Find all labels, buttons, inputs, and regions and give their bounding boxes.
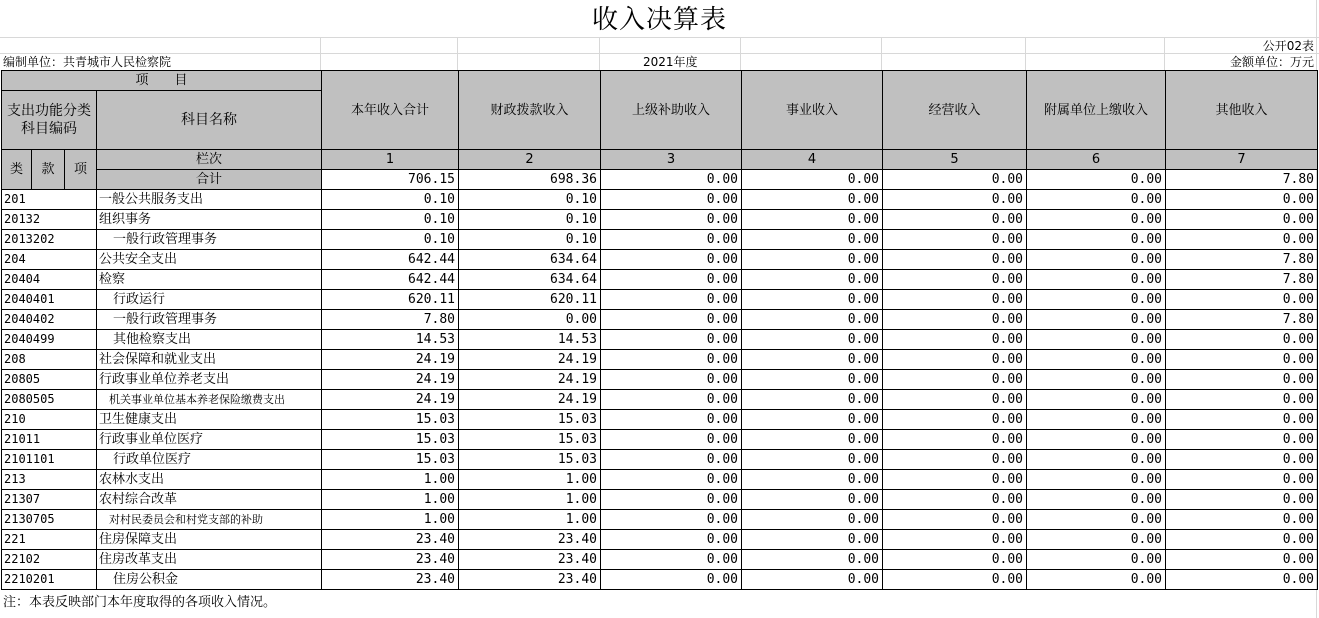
amount-cell: 0.00 bbox=[742, 510, 883, 530]
amount-cell: 0.00 bbox=[1166, 390, 1318, 410]
amount-cell: 24.19 bbox=[322, 350, 459, 370]
col-header-3: 上级补助收入 bbox=[601, 71, 742, 150]
subject-name-header: 科目名称 bbox=[97, 91, 322, 150]
amount-cell: 0.00 bbox=[1166, 530, 1318, 550]
amount-cell: 0.00 bbox=[1027, 290, 1166, 310]
amount-cell: 0.00 bbox=[601, 270, 742, 290]
amount-cell: 0.00 bbox=[883, 210, 1027, 230]
amount-cell: 1.00 bbox=[322, 490, 459, 510]
subject-name: 行政事业单位医疗 bbox=[97, 430, 322, 450]
amount-cell: 620.11 bbox=[459, 290, 601, 310]
amount-cell: 0.00 bbox=[883, 190, 1027, 210]
amount-cell: 0.00 bbox=[1027, 430, 1166, 450]
amount-cell: 0.10 bbox=[459, 210, 601, 230]
table-row bbox=[2, 230, 1318, 250]
amount-cell: 0.00 bbox=[1027, 370, 1166, 390]
amount-cell: 15.03 bbox=[322, 410, 459, 430]
fiscal-year: 2021年度 bbox=[643, 55, 698, 69]
subject-code: 21307 bbox=[2, 490, 97, 510]
amount-cell: 0.00 bbox=[742, 270, 883, 290]
report-title: 收入决算表 bbox=[591, 5, 727, 35]
amount-cell: 0.00 bbox=[1027, 450, 1166, 470]
subject-code: 221 bbox=[2, 530, 97, 550]
table-row bbox=[2, 390, 1318, 410]
amount-cell: 23.40 bbox=[459, 570, 601, 590]
table-row bbox=[2, 510, 1318, 530]
amount-cell: 0.00 bbox=[742, 250, 883, 270]
col-header-4: 事业收入 bbox=[742, 71, 883, 150]
subject-code: 2210201 bbox=[2, 570, 97, 590]
subject-name: 机关事业单位基本养老保险缴费支出 bbox=[97, 390, 322, 410]
amount-cell: 0.00 bbox=[742, 430, 883, 450]
table-row bbox=[2, 450, 1318, 470]
amount-cell: 7.80 bbox=[1166, 310, 1318, 330]
amount-cell: 0.00 bbox=[742, 190, 883, 210]
col-number-5: 5 bbox=[883, 150, 1027, 170]
kuan-header: 款 bbox=[32, 150, 65, 190]
amount-cell: 0.00 bbox=[742, 330, 883, 350]
table-row bbox=[2, 530, 1318, 550]
subject-code: 213 bbox=[2, 470, 97, 490]
column-order-label: 栏次 bbox=[97, 150, 322, 170]
amount-cell: 24.19 bbox=[322, 390, 459, 410]
subject-name: 对村民委员会和村党支部的补助 bbox=[97, 510, 322, 530]
amount-cell: 0.00 bbox=[1166, 190, 1318, 210]
amount-cell: 0.00 bbox=[1027, 510, 1166, 530]
amount-cell: 0.10 bbox=[322, 230, 459, 250]
form-number: 公开02表 bbox=[1262, 39, 1314, 53]
amount-cell: 23.40 bbox=[459, 530, 601, 550]
gridline bbox=[881, 37, 882, 70]
amount-cell: 0.00 bbox=[601, 210, 742, 230]
amount-cell: 0.00 bbox=[883, 490, 1027, 510]
subject-name: 农村综合改革 bbox=[97, 490, 322, 510]
amount-cell: 0.10 bbox=[459, 230, 601, 250]
amount-cell: 15.03 bbox=[459, 430, 601, 450]
subject-code: 2040402 bbox=[2, 310, 97, 330]
amount-cell: 0.00 bbox=[742, 550, 883, 570]
amount-cell: 0.00 bbox=[601, 330, 742, 350]
amount-cell: 0.00 bbox=[742, 490, 883, 510]
table-row bbox=[2, 370, 1318, 390]
gridline bbox=[457, 37, 458, 70]
amount-cell: 620.11 bbox=[322, 290, 459, 310]
amount-cell: 0.00 bbox=[1166, 410, 1318, 430]
reporting-unit: 编制单位：共青城市人民检察院 bbox=[3, 55, 172, 69]
subject-name: 行政运行 bbox=[97, 290, 322, 310]
code-group-header bbox=[2, 91, 97, 150]
amount-cell: 0.00 bbox=[1027, 390, 1166, 410]
amount-cell: 0.00 bbox=[1027, 350, 1166, 370]
col-header-6: 附属单位上缴收入 bbox=[1027, 71, 1166, 150]
amount-cell: 0.00 bbox=[601, 510, 742, 530]
total-label: 合计 bbox=[97, 170, 322, 190]
gridline bbox=[1025, 37, 1026, 70]
code-group-label: 支出功能分类科目编码 bbox=[7, 103, 91, 137]
subject-code: 201 bbox=[2, 190, 97, 210]
amount-cell: 0.00 bbox=[1027, 190, 1166, 210]
table-row bbox=[2, 410, 1318, 430]
amount-cell: 0.00 bbox=[1027, 530, 1166, 550]
amount-cell: 1.00 bbox=[322, 510, 459, 530]
amount-cell: 0.00 bbox=[883, 350, 1027, 370]
table-row bbox=[2, 550, 1318, 570]
subject-code: 22102 bbox=[2, 550, 97, 570]
amount-cell: 642.44 bbox=[322, 270, 459, 290]
subject-code: 2040499 bbox=[2, 330, 97, 350]
col-number-2: 2 bbox=[459, 150, 601, 170]
amount-cell: 0.00 bbox=[1027, 570, 1166, 590]
amount-cell: 23.40 bbox=[322, 530, 459, 550]
money-unit: 金额单位：万元 bbox=[1229, 55, 1314, 69]
amount-cell: 0.00 bbox=[1166, 370, 1318, 390]
amount-cell: 0.00 bbox=[883, 330, 1027, 350]
amount-cell: 15.03 bbox=[322, 450, 459, 470]
subject-code: 21011 bbox=[2, 430, 97, 450]
amount-cell: 0.00 bbox=[601, 430, 742, 450]
amount-cell: 0.00 bbox=[1166, 350, 1318, 370]
amount-cell: 0.00 bbox=[601, 310, 742, 330]
amount-cell: 0.00 bbox=[742, 370, 883, 390]
amount-cell: 0.00 bbox=[883, 290, 1027, 310]
amount-cell: 0.00 bbox=[601, 350, 742, 370]
amount-cell: 0.00 bbox=[742, 290, 883, 310]
subject-code: 20805 bbox=[2, 370, 97, 390]
amount-cell: 0.00 bbox=[1027, 330, 1166, 350]
table-row bbox=[2, 570, 1318, 590]
amount-cell: 7.80 bbox=[322, 310, 459, 330]
subject-name: 其他检察支出 bbox=[97, 330, 322, 350]
amount-cell: 0.00 bbox=[601, 190, 742, 210]
total-cell: 706.15 bbox=[322, 170, 459, 190]
amount-cell: 0.00 bbox=[601, 490, 742, 510]
total-cell: 0.00 bbox=[742, 170, 883, 190]
amount-cell: 0.00 bbox=[601, 570, 742, 590]
subject-code: 20404 bbox=[2, 270, 97, 290]
amount-cell: 0.00 bbox=[883, 570, 1027, 590]
amount-cell: 15.03 bbox=[322, 430, 459, 450]
amount-cell: 1.00 bbox=[322, 470, 459, 490]
amount-cell: 0.00 bbox=[1027, 410, 1166, 430]
amount-cell: 0.00 bbox=[883, 230, 1027, 250]
subject-name: 卫生健康支出 bbox=[97, 410, 322, 430]
amount-cell: 23.40 bbox=[322, 570, 459, 590]
amount-cell: 642.44 bbox=[322, 250, 459, 270]
amount-cell: 0.00 bbox=[742, 230, 883, 250]
amount-cell: 23.40 bbox=[322, 550, 459, 570]
gridline bbox=[320, 37, 321, 70]
amount-cell: 0.00 bbox=[883, 550, 1027, 570]
amount-cell: 0.00 bbox=[601, 390, 742, 410]
subject-code: 210 bbox=[2, 410, 97, 430]
subject-name: 社会保障和就业支出 bbox=[97, 350, 322, 370]
subject-name: 住房保障支出 bbox=[97, 530, 322, 550]
col-number-7: 7 bbox=[1166, 150, 1318, 170]
subject-code: 20132 bbox=[2, 210, 97, 230]
amount-cell: 1.00 bbox=[459, 470, 601, 490]
amount-cell: 24.19 bbox=[459, 350, 601, 370]
amount-cell: 0.00 bbox=[742, 530, 883, 550]
total-cell: 698.36 bbox=[459, 170, 601, 190]
amount-cell: 0.00 bbox=[601, 530, 742, 550]
table-row bbox=[2, 190, 1318, 210]
amount-cell: 0.00 bbox=[1027, 490, 1166, 510]
table-row bbox=[2, 250, 1318, 270]
subject-name: 一般公共服务支出 bbox=[97, 190, 322, 210]
income-table bbox=[1, 70, 1318, 590]
amount-cell: 0.00 bbox=[601, 470, 742, 490]
amount-cell: 1.00 bbox=[459, 510, 601, 530]
col-header-7: 其他收入 bbox=[1166, 71, 1318, 150]
amount-cell: 15.03 bbox=[459, 410, 601, 430]
amount-cell: 0.00 bbox=[742, 210, 883, 230]
amount-cell: 0.00 bbox=[1027, 230, 1166, 250]
amount-cell: 0.00 bbox=[742, 570, 883, 590]
amount-cell: 0.00 bbox=[883, 310, 1027, 330]
subject-name: 组织事务 bbox=[97, 210, 322, 230]
total-cell: 7.80 bbox=[1166, 170, 1318, 190]
amount-cell: 0.00 bbox=[601, 410, 742, 430]
col-header-1: 本年收入合计 bbox=[322, 71, 459, 150]
table-row bbox=[2, 310, 1318, 330]
subject-code: 208 bbox=[2, 350, 97, 370]
amount-cell: 0.00 bbox=[1027, 310, 1166, 330]
amount-cell: 0.00 bbox=[601, 370, 742, 390]
gridline bbox=[1164, 37, 1165, 70]
amount-cell: 0.00 bbox=[883, 370, 1027, 390]
item-header: 项 目 bbox=[2, 71, 322, 91]
gridline bbox=[740, 37, 741, 70]
amount-cell: 0.00 bbox=[601, 550, 742, 570]
amount-cell: 0.00 bbox=[883, 450, 1027, 470]
amount-cell: 24.19 bbox=[459, 390, 601, 410]
amount-cell: 0.00 bbox=[883, 530, 1027, 550]
amount-cell: 0.00 bbox=[1166, 490, 1318, 510]
amount-cell: 634.64 bbox=[459, 250, 601, 270]
subject-name: 行政事业单位养老支出 bbox=[97, 370, 322, 390]
amount-cell: 0.10 bbox=[322, 210, 459, 230]
subject-code: 204 bbox=[2, 250, 97, 270]
amount-cell: 0.00 bbox=[1027, 270, 1166, 290]
table-row bbox=[2, 210, 1318, 230]
amount-cell: 0.00 bbox=[883, 270, 1027, 290]
amount-cell: 0.00 bbox=[601, 450, 742, 470]
table-row bbox=[2, 350, 1318, 370]
amount-cell: 0.00 bbox=[742, 350, 883, 370]
gridline bbox=[599, 37, 600, 70]
amount-cell: 0.00 bbox=[1027, 210, 1166, 230]
subject-name: 农林水支出 bbox=[97, 470, 322, 490]
total-cell: 0.00 bbox=[601, 170, 742, 190]
col-number-3: 3 bbox=[601, 150, 742, 170]
table-row bbox=[2, 490, 1318, 510]
amount-cell: 0.00 bbox=[742, 310, 883, 330]
total-cell: 0.00 bbox=[883, 170, 1027, 190]
amount-cell: 0.00 bbox=[1166, 330, 1318, 350]
table-row bbox=[2, 290, 1318, 310]
total-row bbox=[2, 170, 1318, 190]
amount-cell: 0.00 bbox=[883, 470, 1027, 490]
amount-cell: 0.00 bbox=[1166, 510, 1318, 530]
subject-name: 行政单位医疗 bbox=[97, 450, 322, 470]
amount-cell: 0.00 bbox=[1027, 250, 1166, 270]
table-row bbox=[2, 330, 1318, 350]
subject-name: 住房改革支出 bbox=[97, 550, 322, 570]
amount-cell: 0.00 bbox=[1166, 470, 1318, 490]
subject-name: 一般行政管理事务 bbox=[97, 310, 322, 330]
amount-cell: 0.00 bbox=[459, 310, 601, 330]
subject-name: 一般行政管理事务 bbox=[97, 230, 322, 250]
subject-code: 2130705 bbox=[2, 510, 97, 530]
amount-cell: 0.00 bbox=[742, 410, 883, 430]
xiang-header: 项 bbox=[65, 150, 97, 190]
gridline bbox=[0, 53, 1319, 54]
amount-cell: 0.00 bbox=[742, 470, 883, 490]
amount-cell: 0.00 bbox=[883, 430, 1027, 450]
amount-cell: 24.19 bbox=[322, 370, 459, 390]
amount-cell: 0.00 bbox=[1166, 430, 1318, 450]
amount-cell: 0.00 bbox=[883, 410, 1027, 430]
amount-cell: 0.00 bbox=[1027, 470, 1166, 490]
footnote: 注：本表反映部门本年度取得的各项收入情况。 bbox=[3, 595, 277, 610]
amount-cell: 0.00 bbox=[1166, 450, 1318, 470]
table-row bbox=[2, 270, 1318, 290]
amount-cell: 0.00 bbox=[1166, 230, 1318, 250]
col-number-6: 6 bbox=[1027, 150, 1166, 170]
total-cell: 0.00 bbox=[1027, 170, 1166, 190]
amount-cell: 7.80 bbox=[1166, 270, 1318, 290]
subject-code: 2101101 bbox=[2, 450, 97, 470]
amount-cell: 0.00 bbox=[1166, 290, 1318, 310]
amount-cell: 0.00 bbox=[742, 450, 883, 470]
col-number-1: 1 bbox=[322, 150, 459, 170]
amount-cell: 0.00 bbox=[1166, 550, 1318, 570]
subject-code: 2040401 bbox=[2, 290, 97, 310]
amount-cell: 0.00 bbox=[883, 250, 1027, 270]
amount-cell: 24.19 bbox=[459, 370, 601, 390]
subject-name: 公共安全支出 bbox=[97, 250, 322, 270]
col-header-2: 财政拨款收入 bbox=[459, 71, 601, 150]
amount-cell: 0.10 bbox=[459, 190, 601, 210]
amount-cell: 14.53 bbox=[322, 330, 459, 350]
amount-cell: 0.00 bbox=[1166, 570, 1318, 590]
amount-cell: 0.00 bbox=[1027, 550, 1166, 570]
subject-name: 住房公积金 bbox=[97, 570, 322, 590]
amount-cell: 0.00 bbox=[601, 230, 742, 250]
lei-header: 类 bbox=[2, 150, 32, 190]
subject-name: 检察 bbox=[97, 270, 322, 290]
subject-code: 2080505 bbox=[2, 390, 97, 410]
amount-cell: 14.53 bbox=[459, 330, 601, 350]
amount-cell: 0.00 bbox=[883, 390, 1027, 410]
amount-cell: 634.64 bbox=[459, 270, 601, 290]
table-row bbox=[2, 470, 1318, 490]
amount-cell: 0.00 bbox=[1166, 210, 1318, 230]
col-number-4: 4 bbox=[742, 150, 883, 170]
col-header-5: 经营收入 bbox=[883, 71, 1027, 150]
amount-cell: 0.00 bbox=[601, 250, 742, 270]
table-row bbox=[2, 430, 1318, 450]
subject-code: 2013202 bbox=[2, 230, 97, 250]
amount-cell: 15.03 bbox=[459, 450, 601, 470]
amount-cell: 0.00 bbox=[742, 390, 883, 410]
amount-cell: 7.80 bbox=[1166, 250, 1318, 270]
amount-cell: 23.40 bbox=[459, 550, 601, 570]
amount-cell: 0.00 bbox=[883, 510, 1027, 530]
amount-cell: 1.00 bbox=[459, 490, 601, 510]
amount-cell: 0.10 bbox=[322, 190, 459, 210]
amount-cell: 0.00 bbox=[601, 290, 742, 310]
